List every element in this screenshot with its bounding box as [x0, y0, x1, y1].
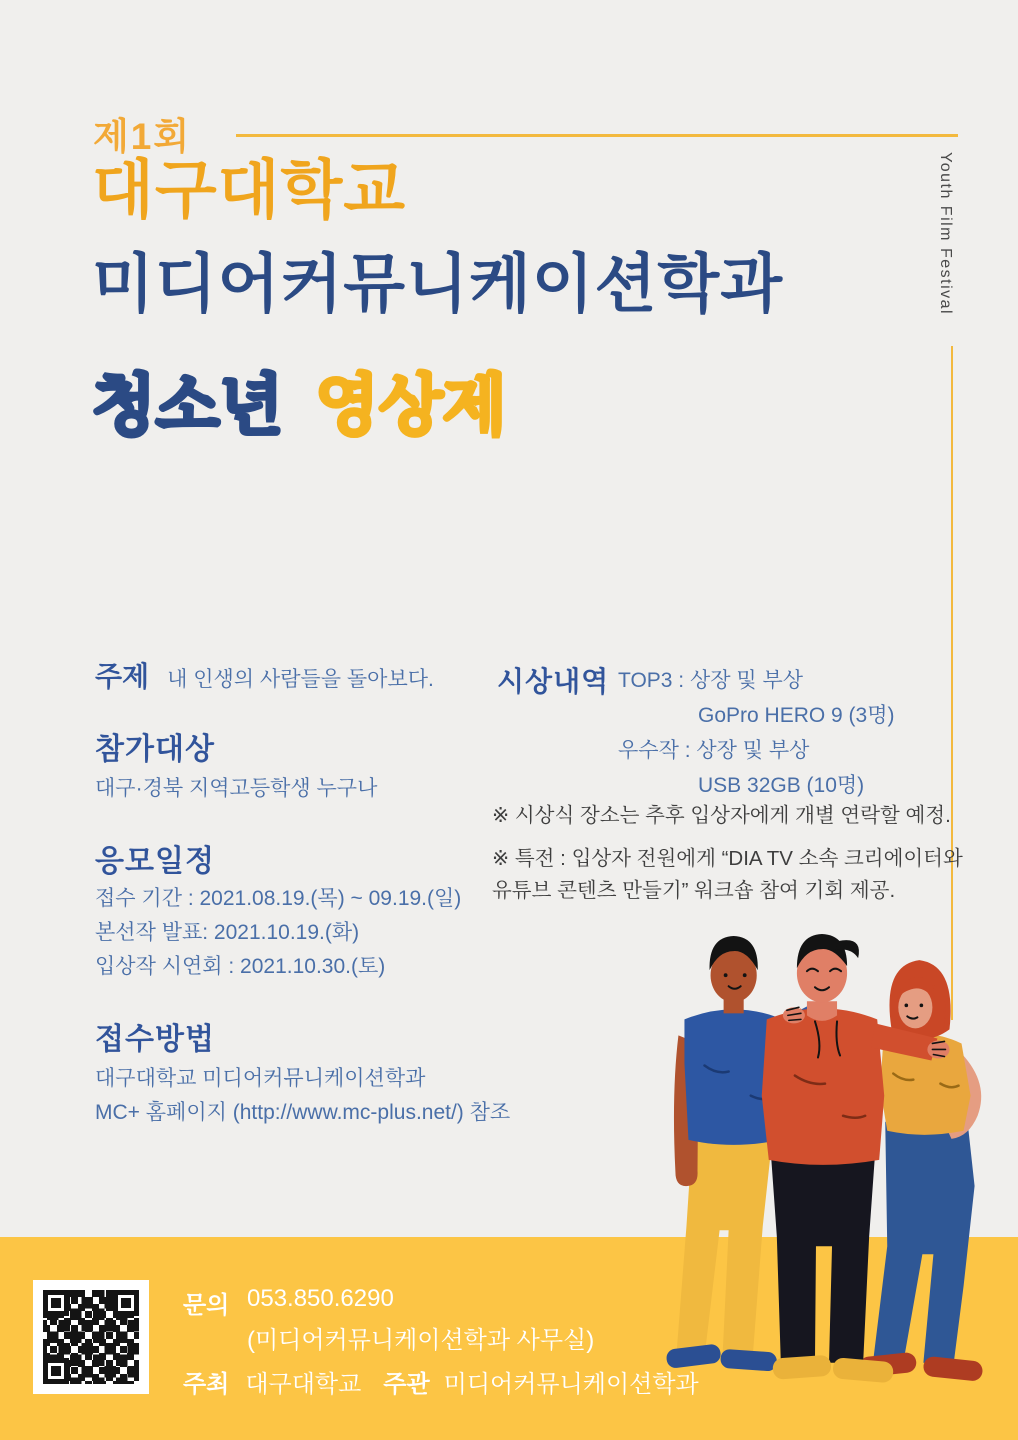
- eligibility-heading: 참가대상: [95, 733, 215, 766]
- qr-finder-top-left: [43, 1290, 69, 1316]
- qr-finder-top-right: [113, 1290, 139, 1316]
- qr-finder-bottom-left: [43, 1358, 69, 1384]
- awards-lines: [618, 663, 895, 803]
- host-label: 주최: [183, 1371, 230, 1398]
- title-festival-line: [92, 352, 507, 447]
- side-vertical-line: [951, 346, 953, 1020]
- title-university: 대구대학교: [92, 154, 407, 226]
- organizer-label: 주관: [383, 1371, 430, 1398]
- awards-heading: 시상내역: [497, 666, 610, 697]
- awards-line-excellence: 우수작 : 상장 및 부상: [618, 739, 810, 762]
- contact-office: (미디어커뮤니케이션학과 사무실): [247, 1327, 595, 1354]
- title-divider-line: [236, 134, 958, 137]
- schedule-heading: 응모일정: [95, 845, 215, 878]
- side-vertical-text: Youth Film Festival: [937, 152, 954, 316]
- awards-line-gopro: GoPro HERO 9 (3명): [698, 704, 895, 727]
- schedule-line-screening: 입상작 시연회 : 2021.10.30.(토): [95, 955, 386, 978]
- apply-lines: [95, 1062, 510, 1130]
- theme-text: 내 인생의 사람들을 돌아보다.: [167, 668, 434, 691]
- apply-line-department: 대구대학교 미디어커뮤니케이션학과: [95, 1067, 426, 1090]
- note-ceremony: ※ 시상식 장소는 추후 입상자에게 개별 연락할 예정.: [492, 804, 951, 827]
- note-perk: ※ 특전 : 입상자 전원에게 “DIA TV 소속 크리에이터와 유튜브 콘텐츠 만들기” 워크숍 참여 기회 제공.: [492, 847, 963, 902]
- organizer-name: 미디어커뮤니케이션학과: [443, 1371, 699, 1398]
- three-friends-illustration: [633, 923, 1017, 1440]
- title-festival: 영상제: [315, 368, 507, 442]
- schedule-line-submission: 접수 기간 : 2021.08.19.(목) ~ 09.19.(일): [95, 887, 462, 910]
- apply-heading: 접수방법: [95, 1023, 215, 1056]
- eligibility-text: 대구·경북 지역고등학생 누구나: [95, 777, 378, 800]
- apply-line-homepage: MC+ 홈페이지 (http://www.mc-plus.net/) 참조: [95, 1101, 511, 1124]
- schedule-lines: [95, 882, 461, 984]
- title-youth: 청소년: [92, 368, 284, 442]
- qr-code-icon: [33, 1280, 149, 1394]
- awards-line-usb: USB 32GB (10명): [698, 774, 865, 797]
- qr-pattern: [43, 1290, 139, 1384]
- theme-label: 주제: [95, 661, 150, 692]
- title-department: 미디어커뮤니케이션학과: [92, 248, 784, 320]
- host-organizer-row: [183, 1364, 699, 1399]
- host-name: 대구대학교: [245, 1371, 362, 1398]
- theme-section: [95, 655, 434, 695]
- edition-label: 제1회: [93, 116, 192, 157]
- award-notes: [492, 800, 974, 918]
- contact-phone: 053.850.6290: [247, 1285, 394, 1312]
- schedule-line-finalists: 본선작 발표: 2021.10.19.(화): [95, 921, 360, 944]
- contact-label: 문의: [183, 1292, 230, 1319]
- awards-line-top3: TOP3 : 상장 및 부상: [618, 669, 804, 692]
